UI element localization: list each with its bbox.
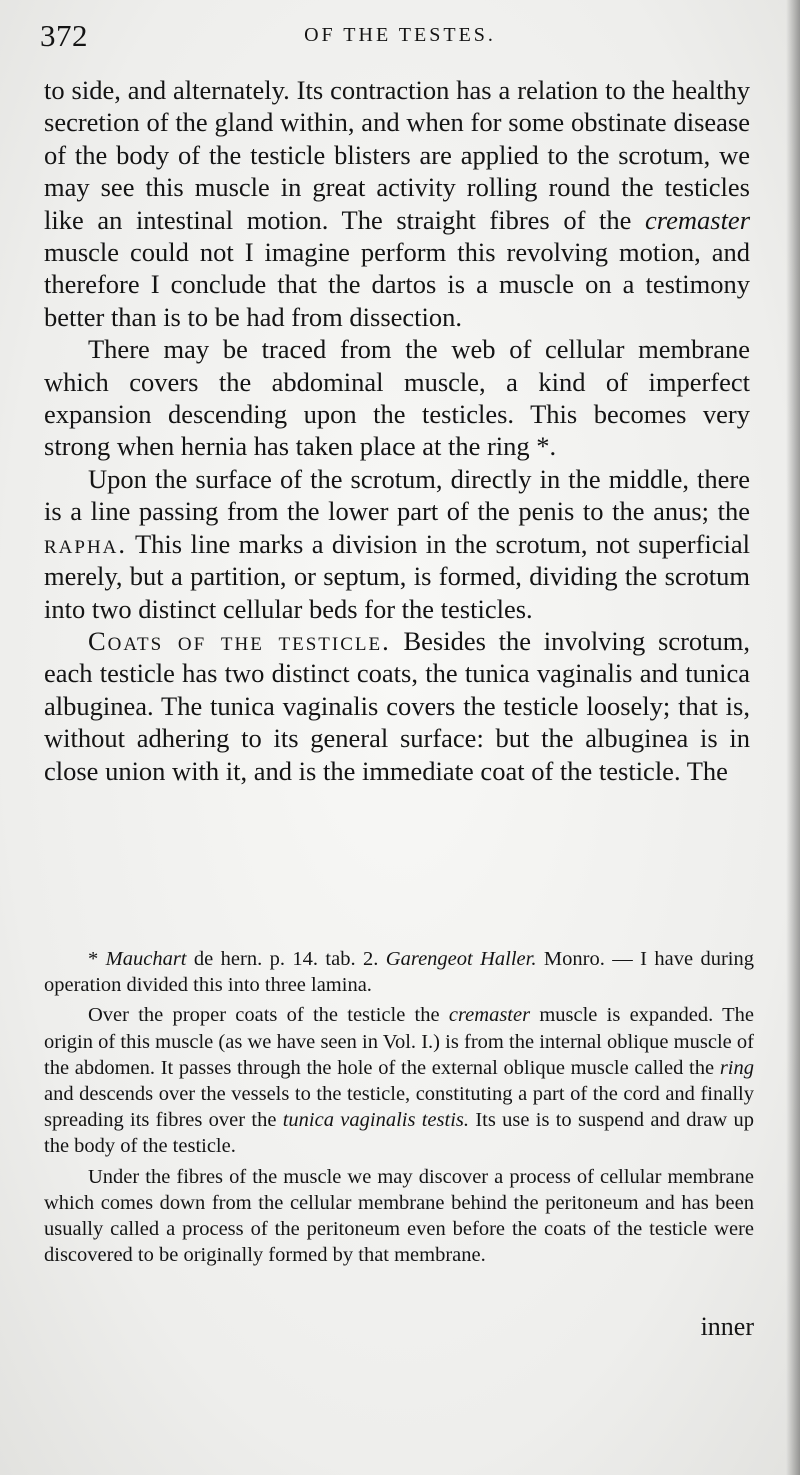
- paragraph-3: [44, 463, 750, 625]
- paragraph-1-italic: cremaster: [645, 204, 751, 235]
- footnote-2-italic-2: ring: [719, 1056, 754, 1079]
- footnote-3: Under the fibres of the muscle we may discover a process of cellular membrane which comes down from the cellular membrane behind the peritoneum and has been usually called a process of the peritoneum even before the coats of the testicle were discovered to be originally formed by that membrane.: [44, 1165, 754, 1267]
- footnote-2: [44, 1002, 754, 1159]
- paragraph-4-text: Besides the involving scrotum, each testicle has two distinct coats, the tunica vaginalis and tunica albuginea. The tunica vaginalis covers the testicle loosely; that is, without adhering to its general surface: but the albuginea is in close union with it, and is the immediate coat of the testicle. The: [44, 625, 751, 786]
- footnote-mark: *: [88, 948, 99, 970]
- paragraph-2: There may be traced from the web of cellular membrane which covers the abdominal muscle, a kind of imperfect expansion descending upon the testicles. This becomes very strong when hernia has taken place at the ring *.: [44, 334, 750, 462]
- footnote-1-end: Monro. — I have during operation divided this into three lamina.: [44, 948, 754, 997]
- section-heading-coats: Coats of the testicle.: [88, 625, 391, 656]
- footnote-2-d: Its use is to suspend and draw up the body of the testicle.: [44, 1109, 755, 1158]
- page-number: 372: [40, 18, 88, 53]
- footnote-2-italic-1: cremaster: [448, 1004, 531, 1027]
- catchword: inner: [700, 1312, 754, 1341]
- paragraph-3-end: This line marks a division in the scrotum, not superficial merely, but a partition, or septum, is formed, dividing the scrotum into two distinct cellular beds for the testicles.: [44, 528, 750, 624]
- footnote-1-author-1: Mauchart: [105, 948, 187, 970]
- page-edge-shadow: [786, 0, 800, 1475]
- running-head: OF THE TESTES.: [304, 24, 496, 46]
- paragraph-1-text: to side, and alternately. Its contraction has a relation to the healthy secretion of the gland within, and when for some obstinate disease of the body of the testicle blisters are applied to the scrotum, we may see this muscle in great activity rolling round the testicles like an intestinal motion. The straight fibres of the: [44, 75, 750, 235]
- footnote-1-mid: de hern. p. 14. tab. 2.: [193, 948, 379, 970]
- footnote-1-author-2: Garengeot Haller.: [385, 948, 537, 970]
- footnote-2-italic-3: tunica vaginalis testis.: [282, 1109, 470, 1132]
- rapha-term: rapha.: [44, 528, 128, 559]
- footnotes: [44, 946, 754, 1268]
- footnote-1: [44, 946, 754, 998]
- paragraph-3-start: Upon the surface of the scrotum, directly in the middle, there is a line passing from the lower part of the penis to the anus; the: [44, 463, 750, 527]
- paragraph-1: [44, 74, 750, 333]
- footnote-2-c: and descends over the vessels to the testicle, constituting a part of the cord and finally spreading its fibres over the: [44, 1083, 754, 1132]
- paragraph-4: [44, 625, 750, 787]
- footnote-2-b: muscle is expanded. The origin of this muscle (as we have seen in Vol. I.) is from the internal oblique muscle of the abdomen. It passes through the hole of the external oblique muscle called the: [44, 1004, 754, 1079]
- main-text: [44, 74, 750, 787]
- paragraph-1-end: muscle could not I imagine perform this revolving motion, and therefore I conclude that the dartos is a muscle on a testimony better than is to be had from dissection.: [44, 237, 750, 332]
- footnote-2-a: Over the proper coats of the testicle the: [88, 1004, 440, 1027]
